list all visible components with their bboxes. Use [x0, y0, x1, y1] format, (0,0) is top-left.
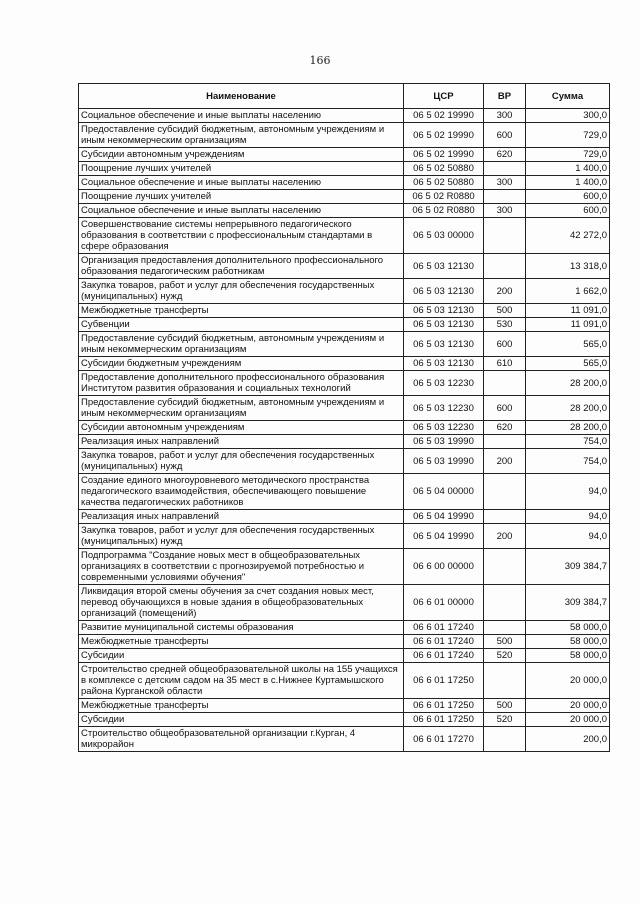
row-vr-cell: 500 — [484, 635, 526, 649]
row-name-cell: Подпрограмма "Создание новых мест в общеобразовательных организациях в соответствии с прогнозируемой потребностью и современными условиями обучения" — [79, 549, 404, 585]
row-name-cell: Предоставление субсидий бюджетным, автономным учреждениям и иным некоммерческим организациям — [79, 332, 404, 357]
row-name-cell: Предоставление дополнительного профессионального образования Институтом развития образования и социальных технологий — [79, 371, 404, 396]
row-vr-cell: 520 — [484, 713, 526, 727]
row-sum-cell: 28 200,0 — [526, 396, 610, 421]
row-sum-cell: 600,0 — [526, 190, 610, 204]
row-csr-cell: 06 5 03 12230 — [404, 396, 484, 421]
table-row — [79, 621, 610, 635]
row-csr-cell: 06 6 01 17250 — [404, 663, 484, 699]
table-row — [79, 304, 610, 318]
row-csr-cell: 06 5 03 12130 — [404, 254, 484, 279]
row-sum-cell: 13 318,0 — [526, 254, 610, 279]
row-name-cell: Предоставление субсидий бюджетным, автономным учреждениям и иным некоммерческим организациям — [79, 123, 404, 148]
row-name-cell: Закупка товаров, работ и услуг для обеспечения государственных (муниципальных) нужд — [79, 524, 404, 549]
row-vr-cell: 200 — [484, 279, 526, 304]
row-csr-cell: 06 5 03 12230 — [404, 371, 484, 396]
row-csr-cell: 06 6 01 17240 — [404, 649, 484, 663]
row-vr-cell — [484, 435, 526, 449]
row-name-cell: Совершенствование системы непрерывного педагогического образования в соответствии с профессиональным стандартами в сфере образования — [79, 218, 404, 254]
row-vr-cell — [484, 663, 526, 699]
row-csr-cell: 06 6 01 17240 — [404, 621, 484, 635]
table-row — [79, 109, 610, 123]
row-name-cell: Ликвидация второй смены обучения за счет создания новых мест, перевод обучающихся в новые здания в общеобразовательных организаций (помещений) — [79, 585, 404, 621]
table-row — [79, 357, 610, 371]
row-sum-cell: 94,0 — [526, 510, 610, 524]
row-sum-cell: 309 384,7 — [526, 585, 610, 621]
row-sum-cell: 729,0 — [526, 123, 610, 148]
row-sum-cell: 729,0 — [526, 148, 610, 162]
row-sum-cell: 600,0 — [526, 204, 610, 218]
table-row — [79, 396, 610, 421]
row-vr-cell: 200 — [484, 524, 526, 549]
row-sum-cell: 309 384,7 — [526, 549, 610, 585]
row-csr-cell: 06 5 03 00000 — [404, 218, 484, 254]
row-sum-cell: 58 000,0 — [526, 621, 610, 635]
row-vr-cell — [484, 190, 526, 204]
row-sum-cell: 565,0 — [526, 332, 610, 357]
row-name-cell: Субсидии — [79, 713, 404, 727]
row-csr-cell: 06 5 02 19990 — [404, 123, 484, 148]
row-sum-cell: 20 000,0 — [526, 663, 610, 699]
row-vr-cell: 620 — [484, 148, 526, 162]
row-csr-cell: 06 5 02 50880 — [404, 176, 484, 190]
row-name-cell: Субсидии автономным учреждениям — [79, 421, 404, 435]
table-row — [79, 524, 610, 549]
row-sum-cell: 300,0 — [526, 109, 610, 123]
row-name-cell: Развитие муниципальной системы образования — [79, 621, 404, 635]
row-csr-cell: 06 5 03 19990 — [404, 449, 484, 474]
row-vr-cell — [484, 727, 526, 752]
row-vr-cell — [484, 162, 526, 176]
row-vr-cell: 200 — [484, 449, 526, 474]
row-name-cell: Закупка товаров, работ и услуг для обеспечения государственных (муниципальных) нужд — [79, 279, 404, 304]
row-vr-cell: 530 — [484, 318, 526, 332]
table-row — [79, 585, 610, 621]
row-name-cell: Закупка товаров, работ и услуг для обеспечения государственных (муниципальных) нужд — [79, 449, 404, 474]
row-vr-cell: 600 — [484, 332, 526, 357]
row-sum-cell: 20 000,0 — [526, 699, 610, 713]
row-csr-cell: 06 5 02 R0880 — [404, 204, 484, 218]
row-name-cell: Межбюджетные трансферты — [79, 635, 404, 649]
row-vr-cell: 500 — [484, 304, 526, 318]
row-name-cell: Строительство средней общеобразовательной школы на 155 учащихся в комплексе с детским садом на 35 мест в с.Нижнее Куртамышского района Курганской области — [79, 663, 404, 699]
row-name-cell: Социальное обеспечение и иные выплаты населению — [79, 176, 404, 190]
row-csr-cell: 06 5 03 19990 — [404, 435, 484, 449]
row-name-cell: Межбюджетные трансферты — [79, 304, 404, 318]
row-name-cell: Субвенции — [79, 318, 404, 332]
row-vr-cell — [484, 621, 526, 635]
row-sum-cell: 58 000,0 — [526, 649, 610, 663]
row-sum-cell: 11 091,0 — [526, 318, 610, 332]
row-sum-cell: 11 091,0 — [526, 304, 610, 318]
table-row — [79, 123, 610, 148]
row-vr-cell: 300 — [484, 204, 526, 218]
row-csr-cell: 06 6 01 00000 — [404, 585, 484, 621]
table-row — [79, 318, 610, 332]
row-sum-cell: 1 400,0 — [526, 162, 610, 176]
row-name-cell: Субсидии бюджетным учреждениям — [79, 357, 404, 371]
row-sum-cell: 1 400,0 — [526, 176, 610, 190]
row-name-cell: Социальное обеспечение и иные выплаты населению — [79, 204, 404, 218]
row-csr-cell: 06 5 02 19990 — [404, 148, 484, 162]
row-sum-cell: 58 000,0 — [526, 635, 610, 649]
table-row — [79, 510, 610, 524]
row-csr-cell: 06 6 01 17250 — [404, 713, 484, 727]
row-vr-cell: 520 — [484, 649, 526, 663]
row-csr-cell: 06 5 03 12230 — [404, 421, 484, 435]
row-name-cell: Предоставление субсидий бюджетным, автономным учреждениям и иным некоммерческим организациям — [79, 396, 404, 421]
header-sum: Сумма — [526, 84, 610, 109]
row-csr-cell: 06 5 02 R0880 — [404, 190, 484, 204]
row-name-cell: Субсидии автономным учреждениям — [79, 148, 404, 162]
row-csr-cell: 06 6 01 17270 — [404, 727, 484, 752]
table-row — [79, 727, 610, 752]
table-header-row — [79, 84, 610, 109]
row-csr-cell: 06 5 03 12130 — [404, 357, 484, 371]
row-name-cell: Межбюджетные трансферты — [79, 699, 404, 713]
row-sum-cell: 200,0 — [526, 727, 610, 752]
row-csr-cell: 06 5 04 00000 — [404, 474, 484, 510]
row-vr-cell: 300 — [484, 109, 526, 123]
row-vr-cell: 500 — [484, 699, 526, 713]
page-number: 166 — [309, 54, 331, 67]
header-csr: ЦСР — [404, 84, 484, 109]
table-row — [79, 176, 610, 190]
row-name-cell: Строительство общеобразовательной организации г.Курган, 4 микрорайон — [79, 727, 404, 752]
row-sum-cell: 565,0 — [526, 357, 610, 371]
budget-table — [78, 83, 610, 752]
row-vr-cell: 620 — [484, 421, 526, 435]
header-vr: ВР — [484, 84, 526, 109]
row-csr-cell: 06 5 04 19990 — [404, 524, 484, 549]
row-vr-cell: 610 — [484, 357, 526, 371]
row-vr-cell — [484, 549, 526, 585]
row-sum-cell: 94,0 — [526, 474, 610, 510]
row-csr-cell: 06 5 03 12130 — [404, 318, 484, 332]
row-name-cell: Субсидии — [79, 649, 404, 663]
row-sum-cell: 754,0 — [526, 435, 610, 449]
row-name-cell: Организация предоставления дополнительного профессионального образования педагогическим работникам — [79, 254, 404, 279]
table-row — [79, 254, 610, 279]
table-row — [79, 699, 610, 713]
row-vr-cell: 600 — [484, 123, 526, 148]
row-csr-cell: 06 5 04 19990 — [404, 510, 484, 524]
row-csr-cell: 06 5 03 12130 — [404, 332, 484, 357]
table-body — [79, 109, 610, 752]
row-sum-cell: 1 662,0 — [526, 279, 610, 304]
row-sum-cell: 20 000,0 — [526, 713, 610, 727]
row-vr-cell: 300 — [484, 176, 526, 190]
row-csr-cell: 06 5 03 12130 — [404, 304, 484, 318]
table-row — [79, 332, 610, 357]
row-vr-cell — [484, 254, 526, 279]
row-name-cell: Создание единого многоуровневого методического пространства педагогического взаимодействия, обеспечивающего повышение качества педагогических работников — [79, 474, 404, 510]
table-row — [79, 218, 610, 254]
row-name-cell: Реализация иных направлений — [79, 435, 404, 449]
table-row — [79, 279, 610, 304]
row-name-cell: Социальное обеспечение и иные выплаты населению — [79, 109, 404, 123]
table-row — [79, 371, 610, 396]
table-row — [79, 635, 610, 649]
row-csr-cell: 06 5 03 12130 — [404, 279, 484, 304]
row-sum-cell: 42 272,0 — [526, 218, 610, 254]
table-row — [79, 204, 610, 218]
row-sum-cell: 754,0 — [526, 449, 610, 474]
row-csr-cell: 06 6 00 00000 — [404, 549, 484, 585]
row-vr-cell — [484, 371, 526, 396]
table-row — [79, 474, 610, 510]
row-vr-cell — [484, 474, 526, 510]
row-name-cell: Поощрение лучших учителей — [79, 162, 404, 176]
row-sum-cell: 94,0 — [526, 524, 610, 549]
table-row — [79, 549, 610, 585]
table-row — [79, 713, 610, 727]
row-csr-cell: 06 5 02 50880 — [404, 162, 484, 176]
header-name: Наименование — [79, 84, 404, 109]
row-vr-cell — [484, 510, 526, 524]
row-name-cell: Реализация иных направлений — [79, 510, 404, 524]
table-row — [79, 421, 610, 435]
row-csr-cell: 06 6 01 17240 — [404, 635, 484, 649]
table-row — [79, 435, 610, 449]
table-row — [79, 449, 610, 474]
row-csr-cell: 06 5 02 19990 — [404, 109, 484, 123]
table-row — [79, 663, 610, 699]
row-vr-cell — [484, 218, 526, 254]
row-csr-cell: 06 6 01 17250 — [404, 699, 484, 713]
table-row — [79, 162, 610, 176]
table-row — [79, 649, 610, 663]
row-sum-cell: 28 200,0 — [526, 421, 610, 435]
table-row — [79, 148, 610, 162]
table-row — [79, 190, 610, 204]
row-vr-cell: 600 — [484, 396, 526, 421]
row-vr-cell — [484, 585, 526, 621]
row-name-cell: Поощрение лучших учителей — [79, 190, 404, 204]
row-sum-cell: 28 200,0 — [526, 371, 610, 396]
